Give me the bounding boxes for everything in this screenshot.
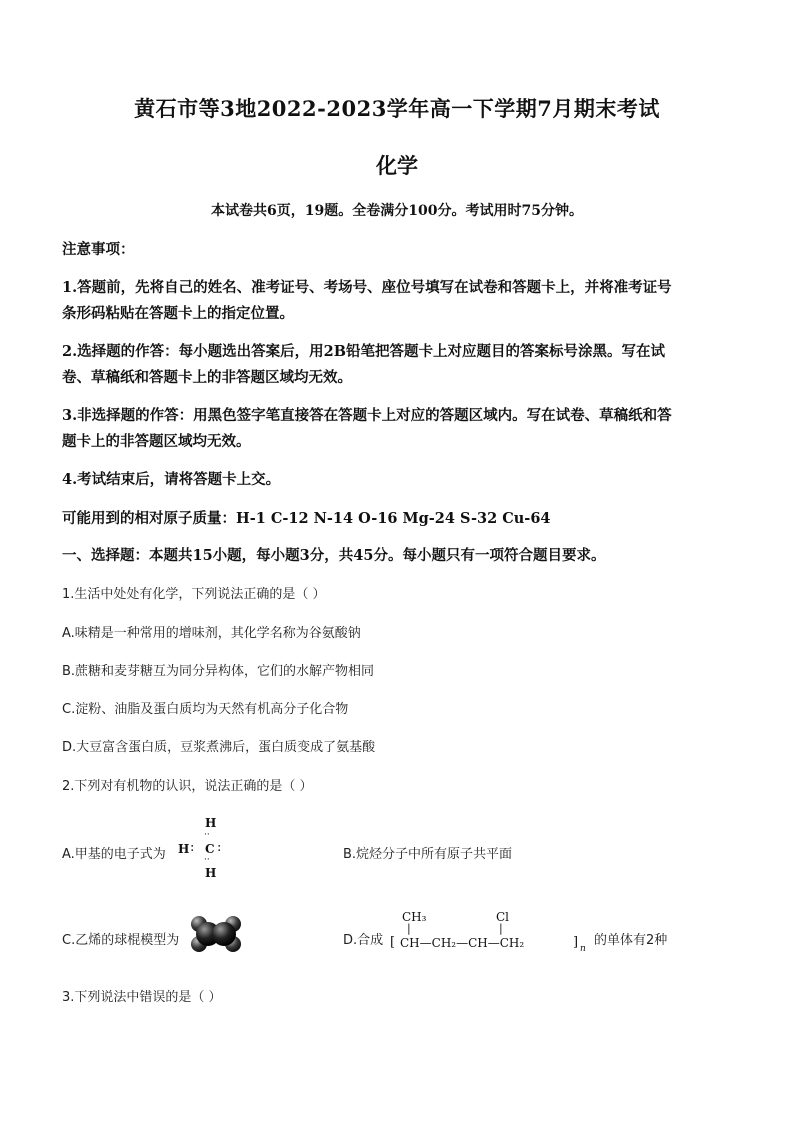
- subject-title: 化学: [376, 153, 418, 178]
- electron-dots-left: :: [190, 840, 195, 855]
- question-2-stem: 2.下列对有机物的认识，说法正确的是（ ）: [62, 779, 313, 794]
- note-line-5: 3.非选择题的作答：用黑色签字笔直接答在答题卡上对应的答题区域内。写在试卷、草稿纸和答: [62, 407, 672, 424]
- question-1-option-a: A.味精是一种常用的增味剂，其化学名称为谷氨酸钠: [62, 626, 361, 641]
- note-line-3: 2.选择题的作答：每小题选出答案后，用2B铅笔把答题卡上对应题目的答案标号涂黑。写在试: [62, 343, 665, 360]
- exam-info: 本试卷共6页，19题。全卷满分100分。考试用时75分钟。: [211, 203, 583, 219]
- methyl-h-bottom: H: [205, 866, 217, 880]
- methyl-h-top: H: [205, 816, 217, 830]
- electron-dots-right: :: [217, 840, 222, 855]
- methyl-c-center: C: [205, 842, 215, 856]
- question-1-option-d: D.大豆富含蛋白质，豆浆煮沸后，蛋白质变成了氨基酸: [62, 740, 376, 755]
- section-heading: 一、选择题：本题共15小题，每小题3分，共45分。每小题只有一项符合题目要求。: [62, 547, 606, 564]
- question-2-option-c: C.乙烯的球棍模型为: [62, 933, 180, 948]
- question-2-option-a: A.甲基的电子式为: [62, 847, 166, 862]
- polymer-subscript-n: n: [580, 944, 586, 954]
- methyl-h-left: H: [178, 842, 190, 856]
- bracket-left: [: [390, 935, 396, 950]
- note-line-4: 卷、草稿纸和答题卡上的非答题区域均无效。: [62, 369, 352, 386]
- ethylene-ball-model-image: [190, 914, 242, 954]
- question-1-option-b: B.蔗糖和麦芽糖互为同分异构体，它们的水解产物相同: [62, 664, 375, 679]
- polymer-substituent-methyl: CH₃: [402, 910, 427, 924]
- bond-vertical-2: |: [499, 922, 503, 935]
- exam-title: 黄石市等3地2022-2023学年高一下学期7月期末考试: [134, 96, 660, 121]
- question-2-option-b: B.烷烃分子中所有原子共平面: [343, 847, 513, 862]
- note-line-1: 1.答题前，先将自己的姓名、准考证号、考场号、座位号填写在试卷和答题卡上，并将准考证号: [62, 279, 672, 296]
- question-2-option-d-prefix: D.合成: [343, 933, 384, 948]
- note-line-7: 4.考试结束后，请将答题卡上交。: [62, 471, 281, 488]
- bond-vertical-1: |: [407, 922, 411, 935]
- question-1-option-c: C.淀粉、油脂及蛋白质均为天然有机高分子化合物: [62, 702, 349, 717]
- question-1-stem: 1.生活中处处有化学，下列说法正确的是（ ）: [62, 587, 326, 602]
- atomic-masses: 可能用到的相对原子质量：H-1 C-12 N-14 O-16 Mg-24 S-32 Cu-64: [62, 510, 551, 527]
- note-line-6: 题卡上的非答题区域均无效。: [62, 433, 251, 450]
- question-3-stem: 3.下列说法中错误的是（ ）: [62, 990, 222, 1005]
- question-2-option-d-suffix: 的单体有2种: [594, 933, 668, 948]
- polymer-chain: CH—CH₂—CH—CH₂: [400, 936, 525, 950]
- bracket-right: ]: [573, 935, 579, 950]
- note-line-2: 条形码粘贴在答题卡上的指定位置。: [62, 305, 294, 322]
- notes-heading: 注意事项：: [62, 241, 135, 258]
- electron-dots-top: ··: [204, 830, 210, 840]
- electron-dots-bottom: ··: [204, 855, 210, 865]
- polymer-substituent-chloro: Cl: [496, 910, 510, 924]
